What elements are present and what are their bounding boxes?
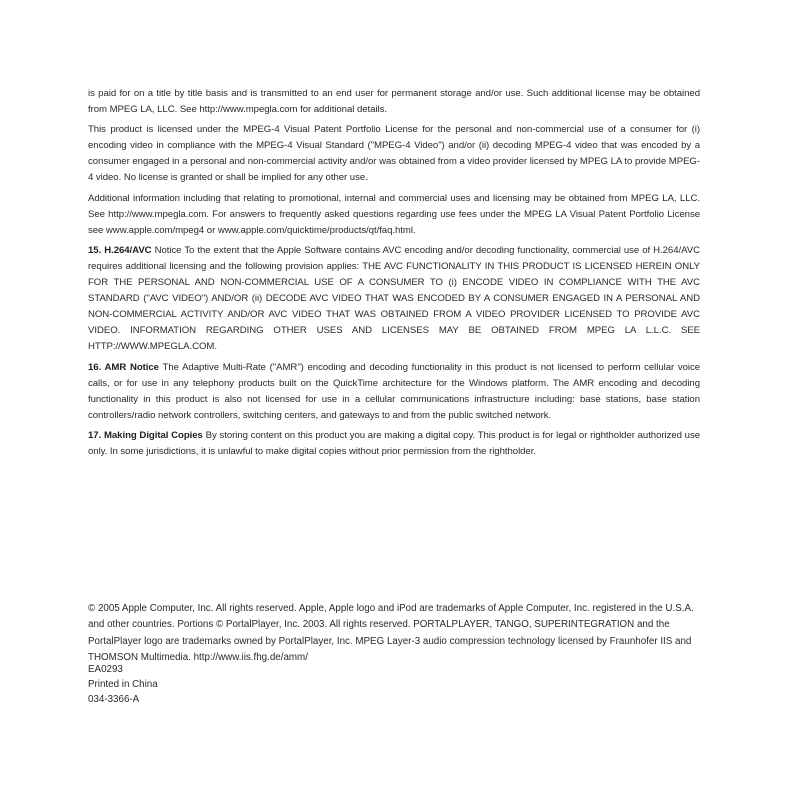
paragraph-mpeg4-visual-license: This product is licensed under the MPEG-4 Visual Patent Portfolio License for the personal and non-commercial use of a consumer for (i) encoding video in compliance with the MPEG-4 Visual Standard ("MPEG-4 Video") and/or (ii) decoding MPEG-4 video that was encoded by a consumer engaged in a personal and non-commercial activity and/or was obtained from a video provider licensed by MPEG LA to provide MPEG-4 video. No license is granted or shall be implied for any other use.: [88, 124, 700, 184]
license-body: [88, 86, 700, 464]
copyright-notice: © 2005 Apple Computer, Inc. All rights reserved. Apple, Apple logo and iPod are trademarks of Apple Computer, Inc. registered in the U.S.A. and other countries. Portions © PortalPlayer, Inc. 2003. All rights reserved. PORTALPLAYER, TANGO, SUPERINTEGRATION and the PortalPlayer logo are trademarks owned by PortalPlayer, Inc. MPEG Layer-3 audio compression technology licensed by Fraunhofer IIS and THOMSON Multimedia. http://www.iis.fhg.de/amm/: [88, 603, 694, 664]
section-digital-copies: [88, 428, 700, 460]
document-code: EA0293: [88, 664, 123, 675]
print-codes: [88, 663, 158, 707]
section-h264-avc-title: 15. H.264/AVC: [88, 244, 152, 256]
section-digital-copies-text: By storing content on this product you are making a digital copy. This product is for legal or rightholder authorized use only. In some jurisdictions, it is unlawful to make digital copies without prior permission from the rightholder.: [88, 429, 700, 457]
section-amr-notice-title: 16. AMR Notice: [88, 361, 159, 373]
copyright-footer: [88, 601, 700, 667]
section-amr-notice: [88, 360, 700, 424]
section-digital-copies-title: 17. Making Digital Copies: [88, 429, 203, 441]
section-amr-notice-text: The Adaptive Multi-Rate ("AMR") encoding and decoding functionality in this product is not licensed to perform cellular voice calls, or for use in any telephony products built on the QuickTime architecture for the Windows platform. The AMR encoding and decoding functionality in this product is also not licensed for use in a cellular communications infrastructure including: base stations, base station controllers/radio network controllers, switching centers, and gateways to and from the public switched network.: [88, 361, 700, 421]
section-h264-avc: [88, 243, 700, 356]
part-number: 034-3366-A: [88, 693, 140, 705]
section-h264-avc-text: Notice To the extent that the Apple Software contains AVC encoding and/or decoding functionality, commercial use of H.264/AVC requires additional licensing and the following provision applies: THE AVC FUNCTIONALITY IN THIS PRODUCT IS LICENSED HEREIN ONLY FOR THE PERSONAL AND NON-COMMERCIAL USE OF A CONSUMER TO (i) ENCODE VIDEO IN COMPLIANCE WITH THE AVC STANDARD ("AVC VIDEO") AND/OR (ii) DECODE AVC VIDEO THAT WAS ENCODED BY A CONSUMER ENGAGED IN A PERSONAL AND NON-COMMERCIAL ACTIVITY AND/OR AVC VIDEO THAT WAS OBTAINED FROM A VIDEO PROVIDER LICENSED TO PROVIDE AVC VIDEO. INFORMATION REGARDING OTHER USES AND LICENSES MAY BE OBTAINED FROM MPEG LA L.L.C. SEE HTTP://WWW.MPEGLA.COM.: [88, 244, 700, 353]
printed-in: Printed in China: [88, 678, 158, 690]
paragraph-additional-information: Additional information including that relating to promotional, internal and commercial uses and licensing may be obtained from MPEG LA, LLC. See http://www.mpegla.com. For answers to frequently asked questions regarding use fees under the MPEG LA Visual Patent Portfolio License see www.apple.com/mpeg4 or www.apple.com/quicktime/products/qt/faq.html.: [88, 192, 700, 236]
paragraph-mpeg-license-continuation: is paid for on a title by title basis and is transmitted to an end user for permanent storage and/or use. Such additional license may be obtained from MPEG LA, LLC. See http://www.mpegla.com for additional details.: [88, 88, 700, 116]
